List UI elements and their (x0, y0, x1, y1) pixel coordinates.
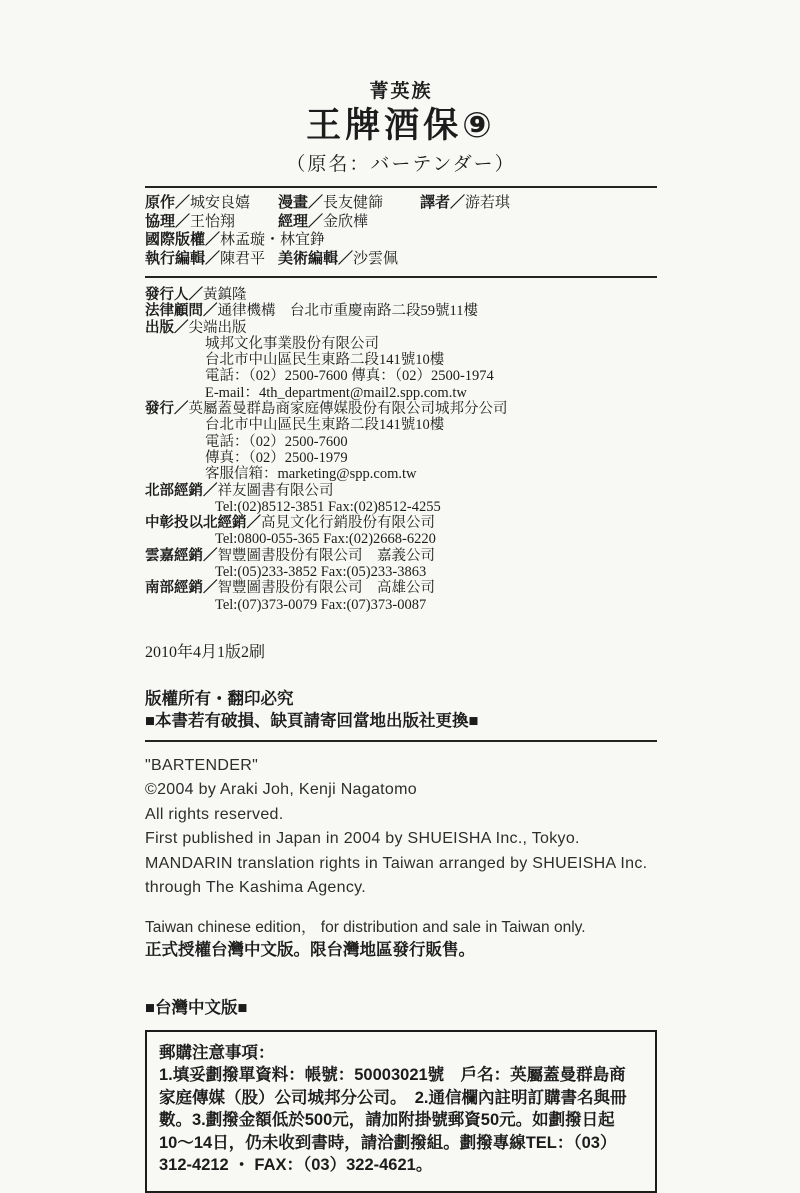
title-block (145, 0, 657, 178)
mailorder-box (145, 1030, 657, 1193)
credit-name: 陳君平 (220, 250, 266, 267)
line-label: 中彰投以北經銷／ (145, 515, 261, 532)
taiwan-edition-badge: ■台灣中文版■ (145, 998, 248, 1017)
publisher-line (145, 352, 657, 368)
credit-name: 長友健篩 (323, 195, 384, 211)
copyright-line: MANDARIN translation rights in Taiwan arranged by SHUEISHA Inc. (145, 854, 648, 872)
line-text: 電話：（02）2500-7600 (205, 433, 348, 450)
mailorder-line: 郵購注意事項： (159, 1043, 275, 1062)
credit-name: 金欣樺 (323, 213, 369, 230)
publisher-line (145, 548, 657, 564)
credits-row (145, 250, 657, 269)
credit-item (278, 194, 420, 213)
publisher-line (145, 287, 657, 303)
mailorder-line: 家庭傳媒（股）公司城邦分公司。 2.通信欄內註明訂購書名與冊 (159, 1088, 627, 1107)
line-text: 台北市中山區民生東路二段141號10樓 (205, 417, 445, 434)
publisher-line (145, 580, 657, 596)
credits-row (145, 213, 657, 232)
copyright-line: through The Kashima Agency. (145, 879, 366, 897)
credit-item (420, 194, 510, 213)
line-text: Tel:(05)233-3852 Fax:(05)233-3863 (215, 564, 427, 581)
mailorder-line: 1.填妥劃撥單資料：帳號：50003021號 戶名：英屬蓋曼群島商 (159, 1066, 626, 1085)
credit-label: 經理／ (278, 212, 324, 230)
credits-row (145, 194, 657, 213)
publisher-line (145, 434, 657, 450)
line-label: 出版／ (145, 319, 189, 336)
rights-notice: 版權所有・翻印必究 (145, 689, 294, 708)
credits-row (145, 231, 657, 250)
credit-label: 漫畫／ (278, 194, 324, 211)
copyright-line: All rights reserved. (145, 805, 284, 823)
publisher-line (145, 320, 657, 336)
mailorder-line: 數。3.劃撥金額低於500元，請加附掛號郵資50元。如劃撥日起 (159, 1111, 615, 1130)
publisher-line (145, 515, 657, 531)
credit-item (145, 194, 278, 213)
publisher-line (145, 401, 657, 417)
line-text: 傳真：（02）2500-1979 (205, 449, 348, 466)
book-title: 王牌酒保⑨ (306, 106, 496, 145)
publisher-line (145, 303, 657, 319)
taiwan-notice-zh: 正式授權台灣中文版。限台灣地區發行販售。 (145, 940, 475, 959)
publisher-line (145, 450, 657, 466)
line-label: 北部經銷／ (145, 482, 218, 499)
divider-rights (145, 740, 657, 742)
line-label: 南部經銷／ (145, 580, 218, 597)
credit-item (145, 213, 278, 232)
line-text: 電話：（02）2500-7600 傳真：（02）2500-1974 (205, 368, 494, 385)
publisher-line (145, 531, 657, 547)
line-text: 智豐圖書股份有限公司 嘉義公司 (217, 547, 435, 564)
credit-label: 協理／ (145, 212, 191, 230)
line-text: Tel:(02)8512-3851 Fax:(02)8512-4255 (215, 498, 441, 515)
credit-name: 林孟璇・林宜錚 (220, 232, 326, 248)
credit-item (278, 250, 398, 269)
edition-date: 2010年4月1版2刷 (145, 643, 266, 661)
credit-name: 沙雲佩 (353, 250, 399, 267)
credit-label: 原作／ (145, 194, 191, 211)
line-label: 雲嘉經銷／ (145, 547, 218, 564)
credit-label: 美術編輯／ (278, 249, 354, 267)
credit-item (278, 213, 420, 232)
publisher-line (145, 499, 657, 515)
line-text: 尖端出版 (188, 319, 247, 336)
credit-name: 城安良嬉 (190, 195, 251, 211)
line-text: 高見文化行銷股份有限公司 (261, 515, 435, 532)
publisher-section (145, 287, 657, 613)
credit-name: 王怡翔 (190, 213, 236, 230)
line-label: 發行／ (145, 401, 189, 418)
publisher-line (145, 597, 657, 613)
line-label: 發行人／ (145, 287, 203, 303)
publisher-line (145, 466, 657, 482)
credit-label: 國際版權／ (145, 231, 221, 248)
credit-name: 游若琪 (465, 195, 511, 211)
line-text: 智豐圖書股份有限公司 高雄公司 (217, 580, 435, 597)
original-title: （原名：バーテンダー） (286, 154, 516, 175)
english-copyright-section (145, 754, 657, 901)
mailorder-line: 312-4212 ・ FAX：（03）322-4621。 (159, 1156, 433, 1175)
divider-top (145, 186, 657, 188)
line-text: E-mail：4th_department@mail2.spp.com.tw (205, 384, 467, 401)
line-text: 客服信箱：marketing@spp.com.tw (205, 466, 417, 483)
line-text: Tel:0800-055-365 Fax:(02)2668-6220 (215, 531, 436, 548)
credit-item (145, 250, 278, 269)
line-text: 英屬蓋曼群島商家庭傳媒股份有限公司城邦分公司 (188, 401, 508, 418)
mailorder-line: 10～14日，仍未收到書時，請洽劃撥組。劃撥專線TEL：（03） (159, 1133, 617, 1152)
publisher-line (145, 385, 657, 401)
credits-section (145, 194, 657, 268)
publisher-line (145, 417, 657, 433)
credit-item (145, 231, 325, 250)
divider-credits (145, 276, 657, 278)
rights-section (145, 688, 657, 732)
taiwan-notice-en: Taiwan chinese edition， for distribution and sale in Taiwan only. (145, 918, 586, 936)
line-text: 祥友圖書有限公司 (217, 482, 334, 499)
copyright-line: First published in Japan in 2004 by SHUEISHA Inc., Tokyo. (145, 830, 580, 848)
publisher-line (145, 336, 657, 352)
series-label: 菁英族 (369, 81, 433, 102)
credit-label: 執行編輯／ (145, 249, 221, 267)
line-text: 台北市中山區民生東路二段141號10樓 (205, 352, 445, 369)
copyright-line: ©2004 by Araki Joh, Kenji Nagatomo (145, 781, 417, 799)
copyright-line: "BARTENDER" (145, 756, 259, 774)
line-text: 通律機構 台北市重慶南路二段59號11樓 (217, 303, 478, 320)
publisher-line (145, 564, 657, 580)
colophon-content (145, 0, 657, 1193)
credit-label: 譯者／ (420, 194, 466, 211)
publisher-line (145, 368, 657, 384)
line-text: Tel:(07)373-0079 Fax:(07)373-0087 (215, 596, 427, 613)
publisher-line (145, 483, 657, 499)
line-text: 黃鎮隆 (203, 287, 247, 303)
line-label: 法律顧問／ (145, 303, 218, 320)
damage-notice: ■本書若有破損、缺頁請寄回當地出版社更換■ (145, 711, 479, 730)
line-text: 城邦文化事業股份有限公司 (205, 335, 379, 352)
